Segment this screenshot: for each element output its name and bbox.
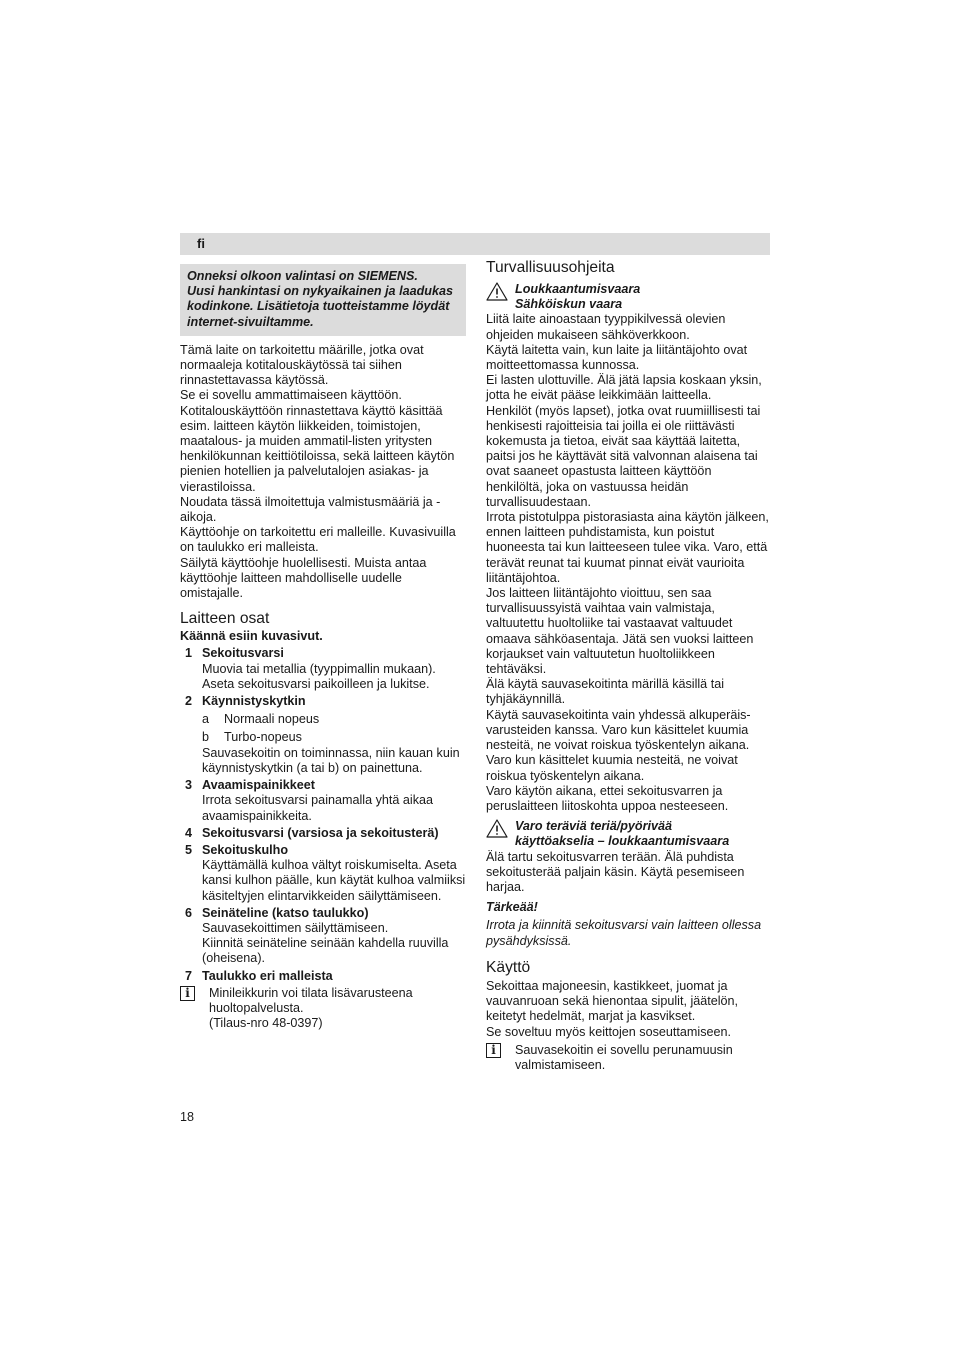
part-item-4 [180,826,466,841]
intro-box [180,264,466,336]
part-title: Avaamispainikkeet [202,778,315,793]
safety-paragraph: Käytä sauvasekoitinta vain yhdessä alkuperäis-varusteiden kanssa. Varo kun käsittelet kuumia nesteitä, ne voivat roiskua työskentelyn aikana. Varo kun käsittelet kuumia nesteitä, ne voivat roiskua työskentelyn aikana. [486,707,751,783]
intro-line: internet-sivuiltamme. [187,314,314,329]
part-number: 1 [185,646,193,661]
part-sub-b [202,730,466,745]
sub-letter: b [202,730,210,745]
info-note [180,986,466,1032]
warning-triangle-icon [486,819,508,838]
usage-info-note [486,1043,770,1073]
safety-paragraph: Henkilöt (myös lapset), jotka ovat ruumiillisesti tai henkisesti rajoitteisia tai joilla ei ole riittävästi kokemusta ja tietoa, eivät saa käyttää laitetta, paitsi jos he käyttävät sitä valvonnan alaisena tai ovat saaneet opastusta laitteen käyttöön henkilöltä, joka on vastuussa heidän turvallisuudestaan. [486,403,761,509]
safety-paragraph: Käytä laitetta vain, kun laite ja liitäntäjohto ovat moitteettomassa kunnossa. [486,342,748,373]
part-number: 5 [185,842,193,857]
warning-text: Älä tartu sekoitusvarren terään. Älä puhdista sekoitusterää paljain käsin. Käytä pesemiseen harjaa. [486,849,745,894]
language-code: fi [197,236,205,251]
part-title: Taulukko eri malleista [202,968,333,983]
part-item-5 [180,843,466,904]
part-text: Kiinnitä seinäteline seinään kahdella ruuvilla (oheisena). [202,936,449,966]
intro-line: kodinkone. Lisätietoja tuotteistamme löydät [187,299,450,314]
warning-title: Sähköiskun vaara [515,297,623,312]
part-title: Sekoitusvarsi (varsiosa ja sekoitusterä) [202,825,439,840]
safety-paragraph: Älä käytä sauvasekoitinta märillä käsillä tai tyhjäkäynnillä. [486,677,724,707]
important-label: Tärkeää! [486,900,538,915]
intro-line: Uusi hankintasi on nykyaikainen ja laadukas [187,284,453,299]
parts-subheading: Käännä esiin kuvasivut. [180,629,323,644]
part-number: 3 [185,778,193,793]
safety-heading: Turvallisuusohjeita [486,259,615,276]
part-text: Irrota sekoitusvarsi painamalla yhtä aikaa avaamispainikkeita. [202,793,433,823]
safety-paragraph: Ei lasten ulottuville. Älä jätä lapsia koskaan yksin, jotta he eivät pääse leikkimään laitteella. [486,373,762,403]
part-title: Käynnistyskytkin [202,694,306,709]
order-number: (Tilaus-nro 48-0397) [209,1016,323,1031]
intro-line: Onneksi olkoon valintasi on SIEMENS. [187,269,418,283]
left-column [180,264,466,1031]
part-item-7 [180,969,466,984]
paragraph: Tämä laite on tarkoitettu määrille, jotka ovat normaaleja kotitalouskäytössä tai siihen rinnastettavassa käytössä. [180,342,424,388]
warning-title: Loukkaantumisvaara [515,282,641,296]
safety-paragraph: Jos laitteen liitäntäjohto vioittuu, sen saa turvallisuussyistä vaihtaa vain valmistaja, valtuutettu huoltoliike tai vastaavat valtuudet omaava sähköasentaja. Jätä sen vuoksi laitteen korjaukset vain valtuutetun huoltoliikkeen tehtäväksi. [486,586,754,677]
right-column [486,258,770,1073]
part-number: 4 [185,825,193,840]
safety-paragraph: Varo käytön aikana, ettei sekoitusvarren ja peruslaitteen liitoskohta uppoa nesteeseen. [486,783,729,813]
paragraph: Se ei sovellu ammattimaiseen käyttöön. Kotitalouskäyttöön rinnastettava käyttö käsittää esim. laitteen käytön liikkeiden, toimistojen, maatalous- ja muiden ammatil-listen yritysten henkilökunnan keittiötiloissa, sekä laitteen käytön pienien hotellien ja palvelutalojen asiakas- ja vierastiloissa. [180,388,455,494]
info-icon: i [486,1043,501,1058]
warning-electric [486,282,770,312]
parts-heading: Laitteen osat [180,610,270,628]
part-item-6 [180,906,466,967]
usage-heading: Käyttö [486,958,531,976]
safety-paragraph: Irrota pistotulppa pistorasiasta aina käytön jälkeen, ennen laitteen puhdistamista, kun poistut huoneesta tai kun laitteeseen tulee vika. Varo, että terävät reunat tai kuumat pinnat eivät vaurioita liitäntäjohtoa. [486,510,769,585]
part-title: Sekoituskulho [202,842,289,857]
part-number: 2 [185,694,193,709]
part-item-1 [180,646,466,692]
language-bar [180,233,770,255]
info-text: Sauvasekoitin ei sovellu perunamuusin valmistamiseen. [515,1042,733,1072]
paragraph: Säilytä käyttöohje huolellisesti. Muista antaa käyttöohje laitteen mahdolliselle uudelle omistajalle. [180,555,427,601]
part-text: Sauvasekoittimen säilyttämiseen. [202,920,389,935]
usage-paragraph: Se soveltuu myös keittojen soseuttamiseen. [486,1025,732,1040]
usage-paragraph: Sekoittaa majoneesin, kastikkeet, juomat ja vauvanruoan sekä hienontaa sipulit, jäätelön, keitetyt hedelmät, marjat ja kasvikset. [486,978,739,1024]
part-text: Sauvasekoitin on toiminnassa, niin kauan kuin käynnistyskytkin (a tai b) on painettuna. [202,745,460,775]
warning-title: Varo teräviä teriä/pyörivää [515,819,673,834]
part-text: Muovia tai metallia (tyyppimallin mukaan). Aseta sekoitusvarsi paikoilleen ja lukitse. [202,661,436,691]
part-text: Käyttämällä kulhoa vältyt roiskumiselta. Aseta kansi kulhon päälle, kun käytät kulhoa valmiiksi käsiteltyjen elintarvikkeiden säilyttämiseen. [202,858,466,903]
part-number: 7 [185,968,193,983]
warning-triangle-icon [486,282,508,301]
info-icon: i [180,986,195,1001]
info-text: Minileikkurin voi tilata lisävarusteena huoltopalvelusta. [209,985,413,1015]
warning-title: käyttöakselia – loukkaantumisvaara [515,834,730,849]
paragraph: Noudata tässä ilmoitettuja valmistusmääriä ja -aikoja. [180,494,441,525]
sub-letter: a [202,712,210,727]
page-number: 18 [180,1110,195,1124]
part-number: 6 [185,905,193,920]
part-sub-a [202,712,466,727]
safety-paragraph: Liitä laite ainoastaan tyyppikilvessä olevien ohjeiden mukaiseen sähköverkkoon. [486,312,726,342]
sub-text: Turbo-nopeus [224,730,302,745]
important-text: Irrota ja kiinnitä sekoitusvarsi vain laitteen ollessa pysähdyksissä. [486,918,762,948]
part-item-3 [180,778,466,824]
paragraph: Käyttöohje on tarkoitettu eri malleille. Kuvasivuilla on taulukko eri malleista. [180,525,456,555]
part-item-2 [180,694,466,776]
part-title: Seinäteline (katso taulukko) [202,905,369,920]
sub-text: Normaali nopeus [224,712,320,727]
warning-blades [486,819,770,849]
part-title: Sekoitusvarsi [202,646,284,661]
